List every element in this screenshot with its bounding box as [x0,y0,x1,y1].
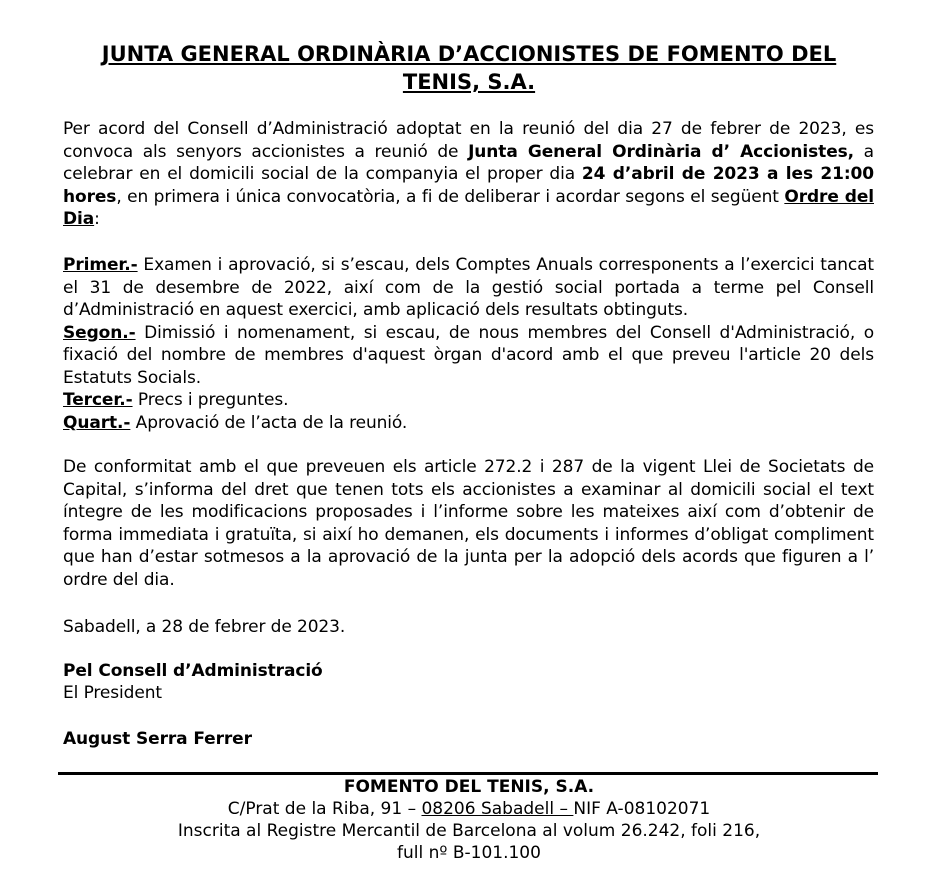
signature-name: August Serra Ferrer [63,729,252,749]
conformity-paragraph [63,456,874,591]
intro-meeting-type: Junta General Ordinària d’ Accionistes, [468,141,855,162]
agenda-item-label: Quart.- [63,412,131,433]
date-line: Sabadell, a 28 de febrer de 2023. [63,617,346,637]
agenda-item-label: Primer.- [63,255,138,275]
footer-tax-id: NIF A-08102071 [573,799,711,819]
agenda-list [63,254,874,434]
agenda-item-label: Segon.- [63,322,136,343]
agenda-item-text: Examen i aprovació, si s’escau, dels Comptes Anuals corresponents a l’exercici tancat el 31 de desembre de 2022, així com de la gestió social portada a terme pel Consell d’Administració en aquest exercici, amb aplicació dels resultats obtinguts. [63,255,874,320]
agenda-item [63,389,874,412]
intro-text-part-2: a celebrar en el domicili social de la companyia el proper dia [63,141,874,184]
agenda-item-label: Tercer.- [63,390,133,410]
intro-text-part-1: Per acord del Consell d’Administració adoptat en la reunió del dia 27 de febrer de 2023, es convoca als senyors accionistes a reunió de [63,119,874,162]
agenda-item-text: Precs i preguntes. [132,390,289,410]
intro-paragraph [63,118,874,231]
footer-registry-line-1: Inscrita al Registre Mercantil de Barcelona al volum 26.242, foli 216, [177,821,761,841]
agenda-item [63,254,874,322]
intro-text-part-4: : [94,209,100,229]
footer-registry-line-2: full nº B-101.100 [397,843,541,863]
footer-address-city: 08206 Sabadell – [421,799,574,819]
intro-text [63,118,874,231]
agenda-item [63,412,874,435]
footer-company-name: FOMENTO DEL TENIS, S.A. [343,777,595,797]
footer-address [60,798,878,820]
signature-board: Pel Consell d’Administració [63,661,323,681]
intro-meeting-datetime: 24 d’abril de 2023 a les 21:00 hores [63,164,874,207]
agenda-item-text: Dimissió i nomenament, si escau, de nous membres del Consell d'Administració, o fixació del nombre de membres d'aquest òrgan d'acord amb el que preveu l'article 20 dels Estatuts Socials. [63,322,874,388]
agenda-item-text: Aprovació de l’acta de la reunió. [130,412,408,433]
conformity-text: De conformitat amb el que preveuen els article 272.2 i 287 de la vigent Llei de Societats de Capital, s’informa del dret que tenen tots els accionistes a examinar al domicili social el text íntegre de les modificacions proposades i l’informe sobre les mateixes així com d’obtenir de forma immediata i gratuïta, si així ho demanen, els documents i informes d’obligat compliment que han d’estar sotmesos a la aprovació de la junta per la adopció dels acords que figuren a l’ ordre del dia. [63,457,874,590]
agenda-item [63,322,874,390]
intro-text-part-3: , en primera i única convocatòria, a fi de deliberar i acordar segons el següent [116,186,785,207]
footer-address-street: C/Prat de la Riba, 91 – [227,799,422,819]
document-title: JUNTA GENERAL ORDINÀRIA D’ACCIONISTES DE FOMENTO DEL TENIS, S.A. [101,42,837,94]
signature-role: El President [63,683,162,703]
footer [60,776,878,864]
footer-divider [58,772,878,775]
intro-agenda-heading: Ordre del Dia [63,186,874,229]
